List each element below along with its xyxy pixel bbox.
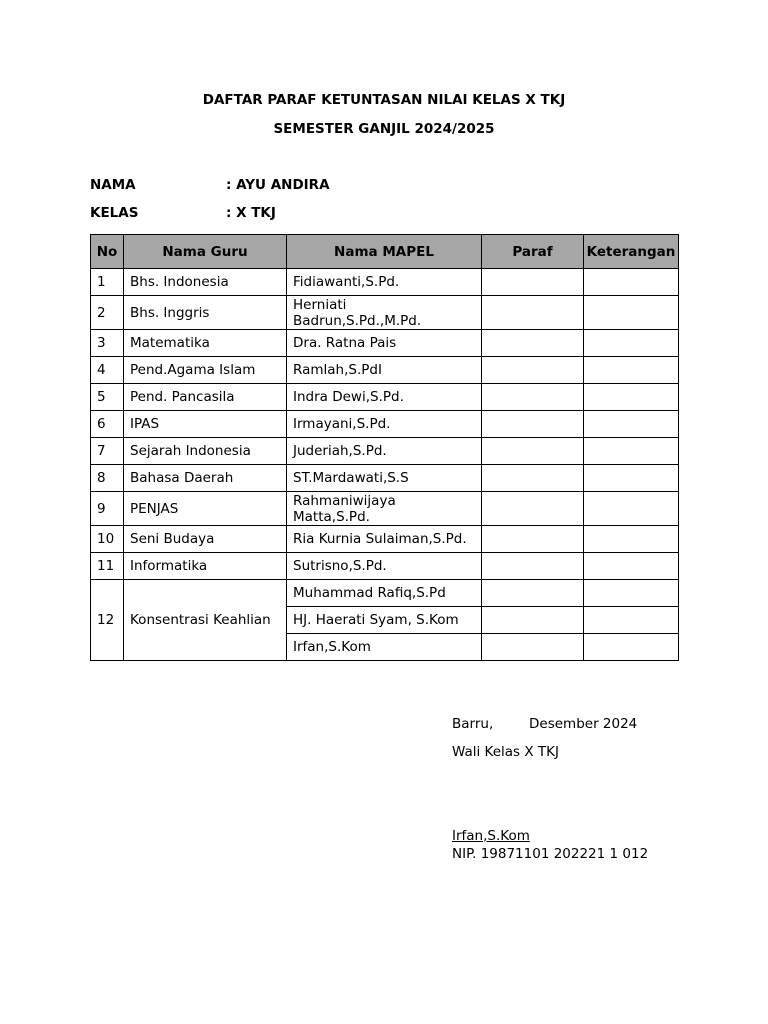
row-guru: PENJAS [124, 492, 287, 526]
row-guru: Bahasa Daerah [124, 465, 287, 492]
kelas-label: KELAS [90, 205, 139, 221]
row-keterangan-cell[interactable] [584, 384, 679, 411]
group-guru: Konsentrasi Keahlian [124, 580, 287, 661]
table-row [91, 438, 679, 465]
row-guru: Informatika [124, 553, 287, 580]
group-mapel: Muhammad Rafiq,S.Pd [287, 580, 482, 607]
row-paraf-cell[interactable] [482, 330, 584, 357]
table-row [91, 411, 679, 438]
row-no: 4 [91, 357, 124, 384]
table-row [91, 296, 679, 330]
table-header-row [91, 235, 679, 269]
signature-place-date [452, 716, 638, 732]
paraf-table [90, 234, 679, 661]
nama-label: NAMA [90, 177, 136, 193]
row-no: 2 [91, 296, 124, 330]
header-paraf: Paraf [482, 235, 584, 269]
table-row [91, 384, 679, 411]
row-no: 7 [91, 438, 124, 465]
header-mapel: Nama MAPEL [287, 235, 482, 269]
row-keterangan-cell[interactable] [584, 411, 679, 438]
header-keterangan: Keterangan [584, 235, 679, 269]
table-row [91, 526, 679, 553]
table-row [91, 357, 679, 384]
row-keterangan-cell[interactable] [584, 607, 679, 634]
row-mapel: Rahmaniwijaya Matta,S.Pd. [287, 492, 482, 526]
row-keterangan-cell[interactable] [584, 357, 679, 384]
row-keterangan-cell[interactable] [584, 269, 679, 296]
row-mapel: Juderiah,S.Pd. [287, 438, 482, 465]
row-mapel: ST.Mardawati,S.S [287, 465, 482, 492]
signature-name: Irfan,S.Kom [452, 828, 530, 844]
row-paraf-cell[interactable] [482, 607, 584, 634]
row-keterangan-cell[interactable] [584, 438, 679, 465]
row-mapel: Fidiawanti,S.Pd. [287, 269, 482, 296]
row-mapel: Ria Kurnia Sulaiman,S.Pd. [287, 526, 482, 553]
group-mapel: Irfan,S.Kom [287, 634, 482, 661]
row-paraf-cell[interactable] [482, 269, 584, 296]
row-no: 8 [91, 465, 124, 492]
table-row [91, 492, 679, 526]
row-keterangan-cell[interactable] [584, 634, 679, 661]
table-row [91, 269, 679, 296]
row-keterangan-cell[interactable] [584, 553, 679, 580]
row-guru: Seni Budaya [124, 526, 287, 553]
header-guru: Nama Guru [124, 235, 287, 269]
table-row-group [91, 580, 679, 607]
table-row [91, 465, 679, 492]
row-guru: Sejarah Indonesia [124, 438, 287, 465]
header-no: No [91, 235, 124, 269]
row-mapel: Sutrisno,S.Pd. [287, 553, 482, 580]
table-row [91, 330, 679, 357]
signature-nip: NIP. 19871101 202221 1 012 [452, 846, 649, 862]
kelas-value: : X TKJ [226, 205, 276, 221]
row-paraf-cell[interactable] [482, 465, 584, 492]
row-no: 11 [91, 553, 124, 580]
row-guru: Pend.Agama Islam [124, 357, 287, 384]
row-no: 1 [91, 269, 124, 296]
row-no: 5 [91, 384, 124, 411]
row-mapel: Herniati Badrun,S.Pd.,M.Pd. [287, 296, 482, 330]
document-subtitle: SEMESTER GANJIL 2024/2025 [273, 121, 495, 137]
row-paraf-cell[interactable] [482, 357, 584, 384]
nama-value: : AYU ANDIRA [226, 177, 330, 193]
row-keterangan-cell[interactable] [584, 580, 679, 607]
table-row [91, 553, 679, 580]
row-guru: IPAS [124, 411, 287, 438]
row-keterangan-cell[interactable] [584, 296, 679, 330]
row-no: 10 [91, 526, 124, 553]
document-title: DAFTAR PARAF KETUNTASAN NILAI KELAS X TKJ [202, 92, 566, 108]
row-guru: Matematika [124, 330, 287, 357]
row-no: 3 [91, 330, 124, 357]
row-mapel: Irmayani,S.Pd. [287, 411, 482, 438]
row-paraf-cell[interactable] [482, 580, 584, 607]
row-paraf-cell[interactable] [482, 553, 584, 580]
group-mapel: HJ. Haerati Syam, S.Kom [287, 607, 482, 634]
signature-date: Desember 2024 [529, 716, 638, 732]
row-mapel: Ramlah,S.PdI [287, 357, 482, 384]
row-no: 6 [91, 411, 124, 438]
row-guru: Pend. Pancasila [124, 384, 287, 411]
row-guru: Bhs. Indonesia [124, 269, 287, 296]
row-paraf-cell[interactable] [482, 634, 584, 661]
row-mapel: Dra. Ratna Pais [287, 330, 482, 357]
row-paraf-cell[interactable] [482, 492, 584, 526]
row-paraf-cell[interactable] [482, 296, 584, 330]
row-keterangan-cell[interactable] [584, 526, 679, 553]
row-paraf-cell[interactable] [482, 384, 584, 411]
row-paraf-cell[interactable] [482, 411, 584, 438]
group-no: 12 [91, 580, 124, 661]
row-mapel: Indra Dewi,S.Pd. [287, 384, 482, 411]
row-keterangan-cell[interactable] [584, 465, 679, 492]
row-paraf-cell[interactable] [482, 438, 584, 465]
signature-role: Wali Kelas X TKJ [452, 744, 560, 760]
row-no: 9 [91, 492, 124, 526]
row-paraf-cell[interactable] [482, 526, 584, 553]
row-keterangan-cell[interactable] [584, 330, 679, 357]
row-guru: Bhs. Inggris [124, 296, 287, 330]
signature-place: Barru, [452, 716, 494, 732]
row-keterangan-cell[interactable] [584, 492, 679, 526]
